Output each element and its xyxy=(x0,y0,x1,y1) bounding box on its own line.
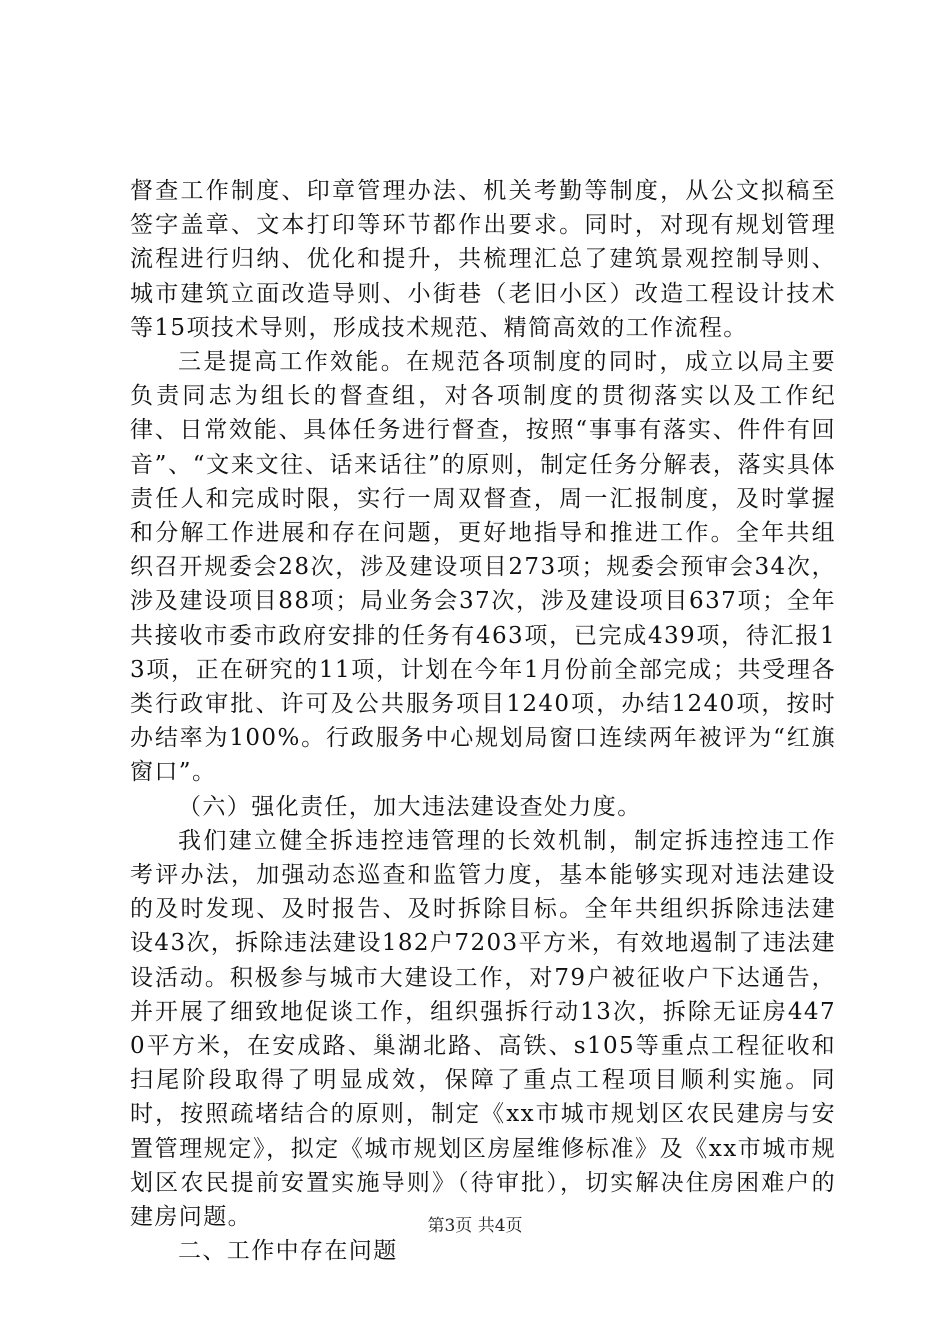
paragraph-continuation: 督查工作制度、印章管理办法、机关考勤等制度，从公文拟稿至签字盖章、文本打印等环节都作出要求。同时，对现有规划管理流程进行归纳、优化和提升，共梳理汇总了建筑景观控制导则、城市建筑立面改造导则、小街巷（老旧小区）改造工程设计技术等15项技术导则，形成技术规范、精简高效的工作流程。 xyxy=(130,178,836,341)
document-body xyxy=(130,174,836,1269)
section-heading-six: （六）强化责任，加大违法建设查处力度。 xyxy=(178,793,642,820)
paragraph-work-efficiency: 三是提高工作效能。在规范各项制度的同时，成立以局主要负责同志为组长的督查组，对各项制度的贯彻落实以及工作纪律、日常效能、具体任务进行督查，按照“事事有落实、件件有回音”、“文来文往、话来话往”的原则，制定任务分解表，落实具体责任人和完成时限，实行一周双督查，周一汇报制度，及时掌握和分解工作进展和存在问题，更好地指导和推进工作。全年共组织召开规委会28次，涉及建设项目273项；规委会预审会34次，涉及建设项目88项；局业务会37次，涉及建设项目637项；全年共接收市委市政府安排的任务有463项，已完成439项，待汇报13项，正在研究的11项，计划在今年1月份前全部完成；共受理各类行政审批、许可及公共服务项目1240项，办结1240项，按时办结率为100%。行政服务中心规划局窗口连续两年被评为“红旗窗口”。 xyxy=(130,349,836,786)
paragraph-illegal-construction: 我们建立健全拆违控违管理的长效机制，制定拆违控违工作考评办法，加强动态巡查和监管力度，基本能够实现对违法建设的及时发现、及时报告、及时拆除目标。全年共组织拆除违法建设43次，拆除违法建设182户7203平方米，有效地遏制了违法建设活动。积极参与城市大建设工作，对79户被征收户下达通告，并开展了细致地促谈工作，组织强拆行动13次，拆除无证房4470平方米，在安成路、巢湖北路、高铁、s105等重点工程征收和扫尾阶段取得了明显成效，保障了重点工程项目顺利实施。同时，按照疏堵结合的原则，制定《xx市城市规划区农民建房与安置管理规定》，拟定《城市规划区房屋维修标准》及《xx市城市规划区农民提前安置实施导则》（待审批），切实解决住房困难户的建房问题。 xyxy=(130,827,836,1231)
section-heading-problems: 二、工作中存在问题 xyxy=(178,1238,398,1265)
page-number-footer: 第3页 共4页 xyxy=(427,1216,523,1236)
